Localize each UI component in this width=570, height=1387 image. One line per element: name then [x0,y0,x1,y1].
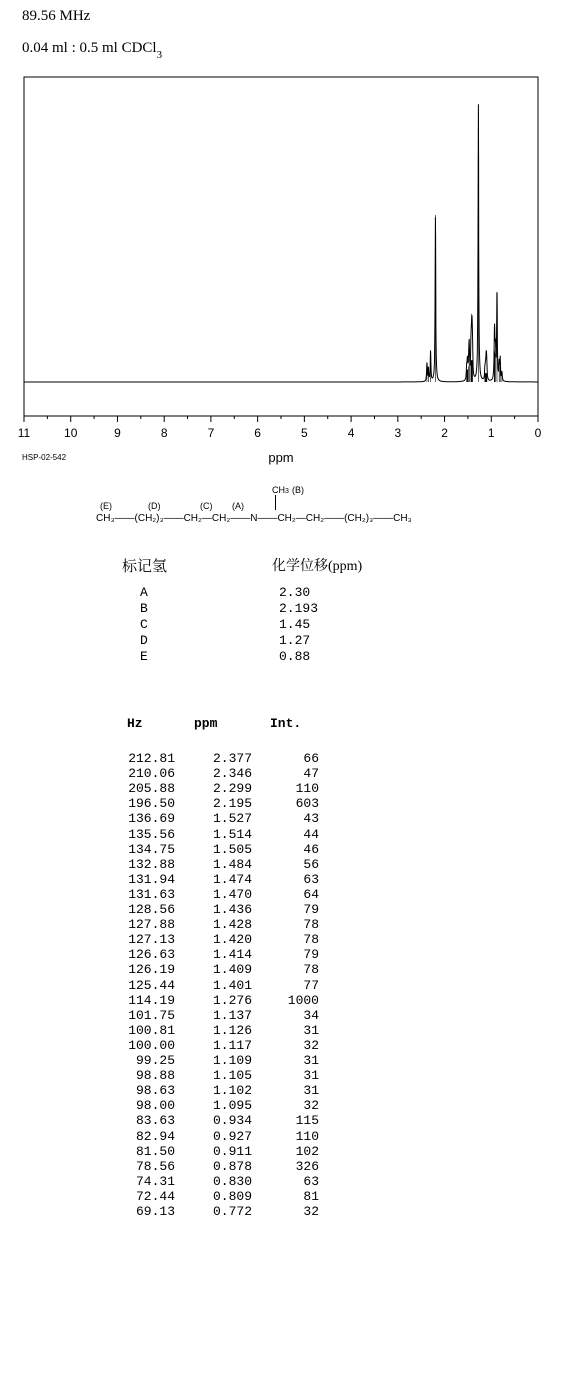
peak-ppm: 2.346 [212,766,252,782]
peak-hz: 81.50 [135,1143,175,1159]
peak-table-row [110,1039,330,1053]
peak-table-row [110,1009,330,1023]
peak-hz: 98.88 [135,1068,175,1084]
peak-intensity: 78 [303,962,319,978]
peak-ppm: 1.401 [212,977,252,993]
peak-table-row [110,1130,330,1144]
peak-ppm: 1.436 [212,902,252,917]
assignment-label: A [140,585,148,600]
peak-hz: 127.13 [128,932,175,948]
n-bond [275,495,276,510]
assignment-label: E [140,649,148,664]
peak-intensity: 63 [303,1173,319,1189]
spectrometer-frequency: 89.56 MHz [22,8,91,24]
peak-table-row [110,812,330,826]
peak-table-row [110,1190,330,1204]
peak-ppm: 1.428 [212,917,252,933]
peak-hz: 78.56 [135,1158,175,1174]
peak-ppm: 2.377 [212,751,252,766]
peak-ppm: 0.772 [212,1204,252,1219]
sample-solvent [22,40,163,61]
peak-ppm: 2.299 [212,781,252,797]
x-tick-label: 9 [114,426,121,440]
peak-table-row [110,843,330,857]
ch3-b-group [272,485,289,495]
peak-table-header-hz: Hz [127,716,143,731]
peak-ppm: 0.927 [212,1128,252,1144]
peak-hz: 205.88 [128,781,175,797]
peak-ppm: 1.470 [212,886,252,902]
peak-hz: 100.00 [128,1037,175,1053]
peak-table-row [110,797,330,811]
peak-intensity: 47 [303,766,319,782]
assignment-header-shift: 化学位移(ppm) [272,559,363,574]
peak-hz: 127.88 [128,917,175,933]
peak-intensity: 110 [295,1128,319,1144]
label-d: (D) [148,501,161,511]
solvent-subscript: 3 [156,49,163,61]
peak-ppm: 0.911 [212,1143,252,1159]
peak-ppm: 1.137 [212,1007,252,1023]
peak-table-row [110,782,330,796]
assignment-shift: 1.27 [279,633,311,648]
label-e: (E) [100,501,112,511]
peak-table-row [110,979,330,993]
peak-intensity: 79 [303,947,319,963]
peak-intensity: 31 [303,1053,319,1068]
assignment-label: C [140,617,148,632]
ch3-b-text: CH [272,485,285,495]
x-tick-label: 3 [394,426,402,440]
peak-ppm: 1.414 [212,947,252,963]
peak-hz: 72.44 [135,1188,175,1204]
peak-ppm: 0.830 [212,1173,252,1189]
peak-hz: 69.13 [135,1204,175,1219]
peak-intensity: 64 [303,886,319,902]
peak-ppm: 1.105 [212,1068,252,1084]
peak-table-row [110,933,330,947]
peak-hz: 131.94 [128,871,175,887]
peak-ppm: 1.102 [212,1083,252,1099]
label-b: (B) [292,485,304,495]
peak-ppm: 1.126 [212,1022,252,1038]
x-axis-ticks [18,416,542,440]
peak-ppm: 0.934 [212,1113,252,1129]
spectrum-trace [24,104,538,382]
peak-intensity: 44 [303,826,319,842]
peak-intensity: 79 [303,902,319,917]
peak-table-row [110,1114,330,1128]
peak-intensity: 43 [303,811,319,827]
peak-ppm: 1.117 [212,1037,252,1053]
peak-intensity: 110 [295,781,319,797]
peak-hz: 99.25 [135,1053,175,1068]
peak-table-row [110,767,330,781]
peak-intensity: 32 [303,1204,319,1219]
peak-ppm: 1.276 [212,992,252,1008]
molecule-chain: CH₃——(CH₂)₃——CH₂—CH₂——N——CH₂—CH₂——(CH₂)₃——CH₃ [96,513,412,524]
peak-ppm: 1.474 [212,871,252,887]
peak-intensity: 31 [303,1022,319,1038]
peak-intensity: 56 [303,856,319,872]
peak-hz: 131.63 [128,886,175,902]
peak-hz: 100.81 [128,1022,175,1038]
peak-hz: 210.06 [128,766,175,782]
peak-table-header-ppm: ppm [194,716,218,731]
x-tick-label: 5 [301,426,308,440]
peak-table-row [110,1145,330,1159]
peak-ppm: 1.527 [212,811,252,827]
peak-ppm: 1.420 [212,932,252,948]
assignment-shift: 1.45 [279,617,311,632]
x-tick-label: 1 [487,426,495,440]
peak-table-row [110,1160,330,1174]
peak-table-row [110,828,330,842]
peak-ppm: 1.409 [212,962,252,978]
peak-intensity: 603 [295,796,319,812]
peak-hz: 128.56 [128,902,175,917]
peak-intensity: 66 [303,751,319,766]
x-tick-label: 2 [441,426,448,440]
molecular-structure [96,483,476,533]
peak-ppm: 1.095 [212,1098,252,1114]
nmr-spectrum-chart [0,70,570,470]
peak-hz: 126.63 [128,947,175,963]
peak-hz: 125.44 [128,977,175,993]
peak-table-row [110,963,330,977]
peak-table-row [110,1054,330,1068]
peak-table-row [110,873,330,887]
peak-marks [427,105,502,382]
plot-frame [24,77,538,416]
peak-intensity: 102 [295,1143,319,1159]
ch3-b-subscript: 3 [285,488,289,495]
peak-table-row [110,948,330,962]
peak-ppm: 0.809 [212,1188,252,1204]
peak-ppm: 1.484 [212,856,252,872]
assignment-label: D [140,633,148,648]
peak-intensity: 31 [303,1083,319,1099]
peak-hz: 98.63 [135,1083,175,1099]
assignment-shift: 0.88 [279,649,311,664]
peak-hz: 136.69 [128,811,175,827]
spectrum-code: HSP-02-542 [22,453,67,462]
peak-table-row [110,752,330,766]
peak-ppm: 1.505 [212,841,252,857]
peak-hz: 134.75 [128,841,175,857]
assignment-header-hydrogen: 标记氢 [122,559,168,575]
peak-table-row [110,1175,330,1189]
peak-table-row [110,1099,330,1113]
peak-hz: 196.50 [128,796,175,812]
x-tick-label: 11 [17,426,31,440]
peak-table-row [110,903,330,917]
x-tick-label: 4 [347,426,355,440]
peak-ppm: 0.878 [212,1158,252,1174]
peak-intensity: 32 [303,1037,319,1053]
peak-intensity: 46 [303,841,319,857]
x-tick-label: 0 [534,426,542,440]
peak-intensity: 32 [303,1098,319,1114]
peak-table-row [110,918,330,932]
peak-hz: 74.31 [135,1173,175,1189]
peak-intensity: 115 [295,1113,319,1129]
peak-hz: 126.19 [128,962,175,978]
x-tick-label: 6 [254,426,261,440]
x-tick-label: 10 [64,426,78,440]
peak-ppm: 1.109 [212,1053,252,1068]
assignment-shift: 2.193 [279,601,319,616]
label-c: (C) [200,501,213,511]
peak-hz: 98.00 [135,1098,175,1114]
peak-hz: 82.94 [135,1128,175,1144]
peak-intensity: 1000 [287,992,319,1008]
peak-hz: 83.63 [135,1113,175,1129]
assignment-shift: 2.30 [279,585,311,600]
x-axis-label: ppm [268,450,294,465]
peak-hz: 101.75 [128,1007,175,1023]
solvent-text: 0.04 ml : 0.5 ml CDCl [22,40,157,56]
peak-hz: 135.56 [128,826,175,842]
peak-table-row [110,1205,330,1219]
peak-hz: 212.81 [128,751,175,766]
peak-intensity: 78 [303,932,319,948]
peak-intensity: 78 [303,917,319,933]
x-tick-label: 8 [160,426,168,440]
peak-intensity: 77 [303,977,319,993]
peak-ppm: 2.195 [212,796,252,812]
peak-intensity: 63 [303,871,319,887]
peak-intensity: 81 [303,1188,319,1204]
peak-table-row [110,1084,330,1098]
label-a: (A) [232,501,244,511]
peak-table-row [110,888,330,902]
peak-table-row [110,1069,330,1083]
peak-table-row [110,1024,330,1038]
peak-intensity: 326 [295,1158,319,1174]
peak-table-row [110,858,330,872]
peak-table-header-int: Int. [270,716,302,731]
peak-hz: 114.19 [128,992,175,1008]
assignment-label: B [140,601,148,616]
peak-intensity: 34 [303,1007,319,1023]
peak-intensity: 31 [303,1068,319,1084]
peak-table-row [110,994,330,1008]
peak-hz: 132.88 [128,856,175,872]
peak-ppm: 1.514 [212,826,252,842]
x-tick-label: 7 [207,426,215,440]
